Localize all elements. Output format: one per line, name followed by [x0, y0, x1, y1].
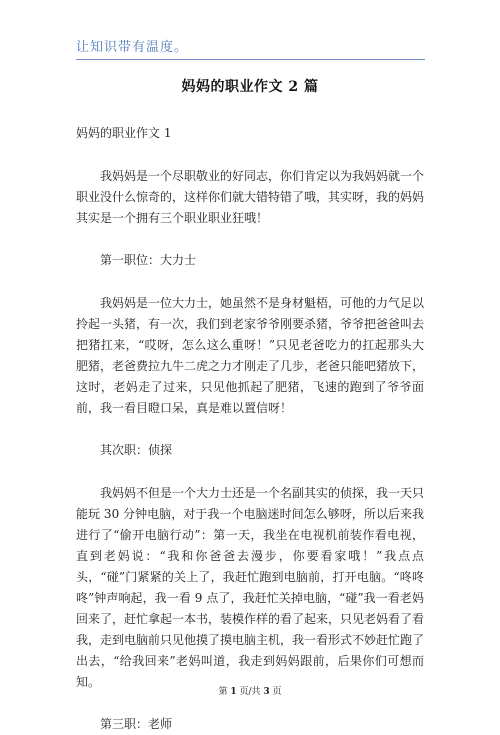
spacer: [76, 144, 424, 166]
footer-suffix: 页: [272, 687, 282, 697]
spacer: [76, 419, 424, 440]
footer-prefix: 第: [218, 687, 228, 697]
footer-current-page: 1: [230, 687, 237, 697]
footer-total-pages: 3: [263, 687, 270, 697]
job-1-paragraph: 我妈妈是一位大力士，她虽然不是身材魁梧，可他的力气足以拎起一头猪，有一次，我们到老家爷爷刚要杀猪，爷爷把爸爸叫去把猪扛来，“哎呀，怎么这么重呀！”只见老爸吃力的扛起那头大肥猪，老爸费拉九牛二虎之力才刚走了几步，老爸只能吧猪放下，这时，老妈走了过来，只见他抓起了肥猪，飞速的跑到了爷爷面前，我一看目瞪口呆，真是难以置信呀！: [76, 296, 425, 415]
spacer: [76, 229, 424, 250]
job-2-heading: 其次职：侦探: [100, 443, 173, 457]
job-3-heading: 第三职：老师: [100, 717, 173, 731]
document-title: 妈妈的职业作文 2 篇: [181, 79, 319, 95]
page-footer: [0, 684, 500, 697]
spacer: [76, 461, 424, 483]
essay-label: 妈妈的职业作文 1: [76, 126, 172, 140]
document-body: [76, 123, 424, 735]
header-divider: [76, 59, 425, 60]
header-slogan: 让知识带有温度。: [76, 40, 189, 55]
job-2-paragraph: 我妈妈不但是一个大力士还是一个名副其实的侦探，我一天只能玩 30 分钟电脑，对于我一个电脑迷时间怎么够呀，所以后来我进行了“偷开电脑行动”：第一天，我坐在电视机前装作看电视，直到老妈说：“我和你爸爸去漫步，你要看家哦！”我点点头，“碰”门紧紧的关上了，我赶忙跑到电脑前，打开电脑。“咚咚咚”钟声响起，我一看 9 点了，我赶忙关掉电脑，“碰”我一看老妈回来了，赶忙拿起一本书，装模作样的看了起来，只见老妈看了看我，走到电脑前只见他摸了摸电脑主机，我一看形式不妙赶忙跑了出去，“给我回来”老妈叫道，我走到妈妈跟前，后果你们可想而知。: [76, 486, 425, 689]
job-1-heading: 第一职位：大力士: [100, 253, 197, 267]
page-header: [0, 0, 500, 62]
footer-middle: 页/共: [239, 687, 261, 697]
intro-paragraph: 我妈妈是一个尽职敬业的好同志，你们肯定以为我妈妈就一个职业没什么惊奇的，这样你们就大错特错了哦，其实呀，我的妈妈其实是一个拥有三个职业职业狂哦！: [76, 169, 425, 225]
spacer: [76, 271, 424, 293]
